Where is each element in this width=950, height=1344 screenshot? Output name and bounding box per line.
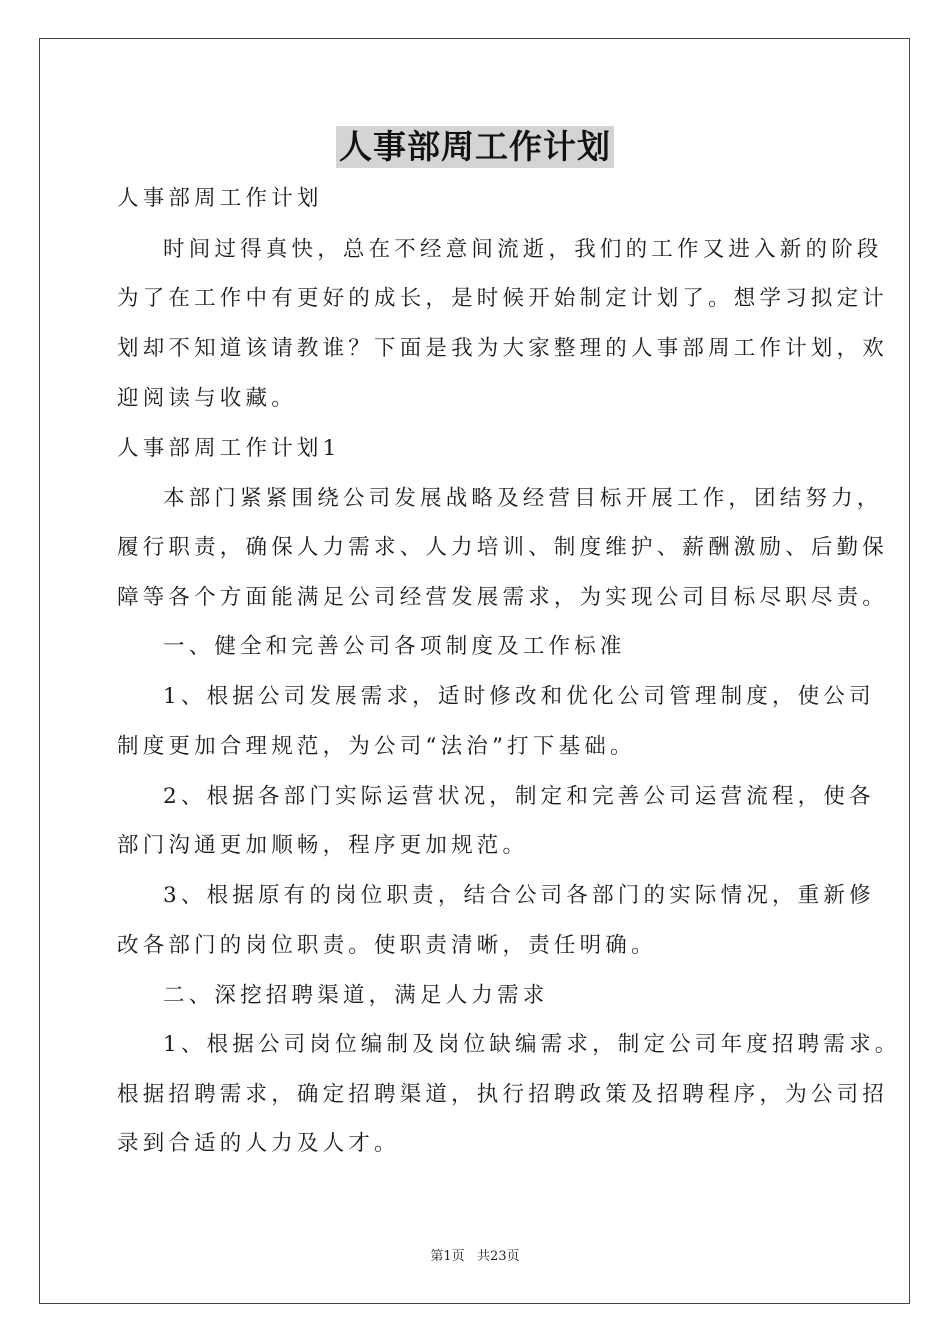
document-title: 人事部周工作计划 [336,126,614,168]
text-line: 二、深挖招聘渠道，满足人力需求 [163,983,549,1008]
text-line: 划却不知道该请教谁？下面是我为大家整理的人事部周工作计划，欢 [117,336,889,361]
text-line: 部门沟通更加顺畅，程序更加规范。 [117,833,529,858]
text-line: 1、根据公司岗位编制及岗位缺编需求，制定公司年度招聘需求。 [163,1032,901,1057]
text-line: 本部门紧紧围绕公司发展战略及经营目标开展工作，团结努力， [163,486,883,511]
text-line: 一、健全和完善公司各项制度及工作标准 [163,634,626,659]
text-line: 为了在工作中有更好的成长，是时候开始制定计划了。想学习拟定计 [117,286,889,311]
text-line: 迎阅读与收藏。 [117,386,297,411]
section-heading: 人事部周工作计划1 [117,436,341,461]
title-container [0,126,950,168]
text-line: 时间过得真快，总在不经意间流逝，我们的工作又进入新的阶段 [163,237,883,262]
text-line: 2、根据各部门实际运营状况，制定和完善公司运营流程，使各 [163,784,875,809]
text-line: 障等各个方面能满足公司经营发展需求，为实现公司目标尽职尽责。 [117,585,889,610]
text-line: 改各部门的岗位职责。使职责清晰，责任明确。 [117,933,657,958]
text-line: 根据招聘需求，确定招聘渠道，执行招聘政策及招聘程序，为公司招 [117,1082,889,1107]
text-line: 履行职责，确保人力需求、人力培训、制度维护、薪酬激励、后勤保 [117,535,889,560]
text-line: 1、根据公司发展需求，适时修改和优化公司管理制度，使公司 [163,684,875,709]
text-line: 录到合适的人力及人才。 [117,1131,400,1156]
text-line: 制度更加合理规范，为公司“法治”打下基础。 [117,734,636,759]
page-number: 第1页 共23页 [430,1249,520,1264]
subtitle-line: 人事部周工作计划 [117,186,323,211]
text-line: 3、根据原有的岗位职责，结合公司各部门的实际情况，重新修 [163,883,875,908]
page-border [39,38,910,1304]
